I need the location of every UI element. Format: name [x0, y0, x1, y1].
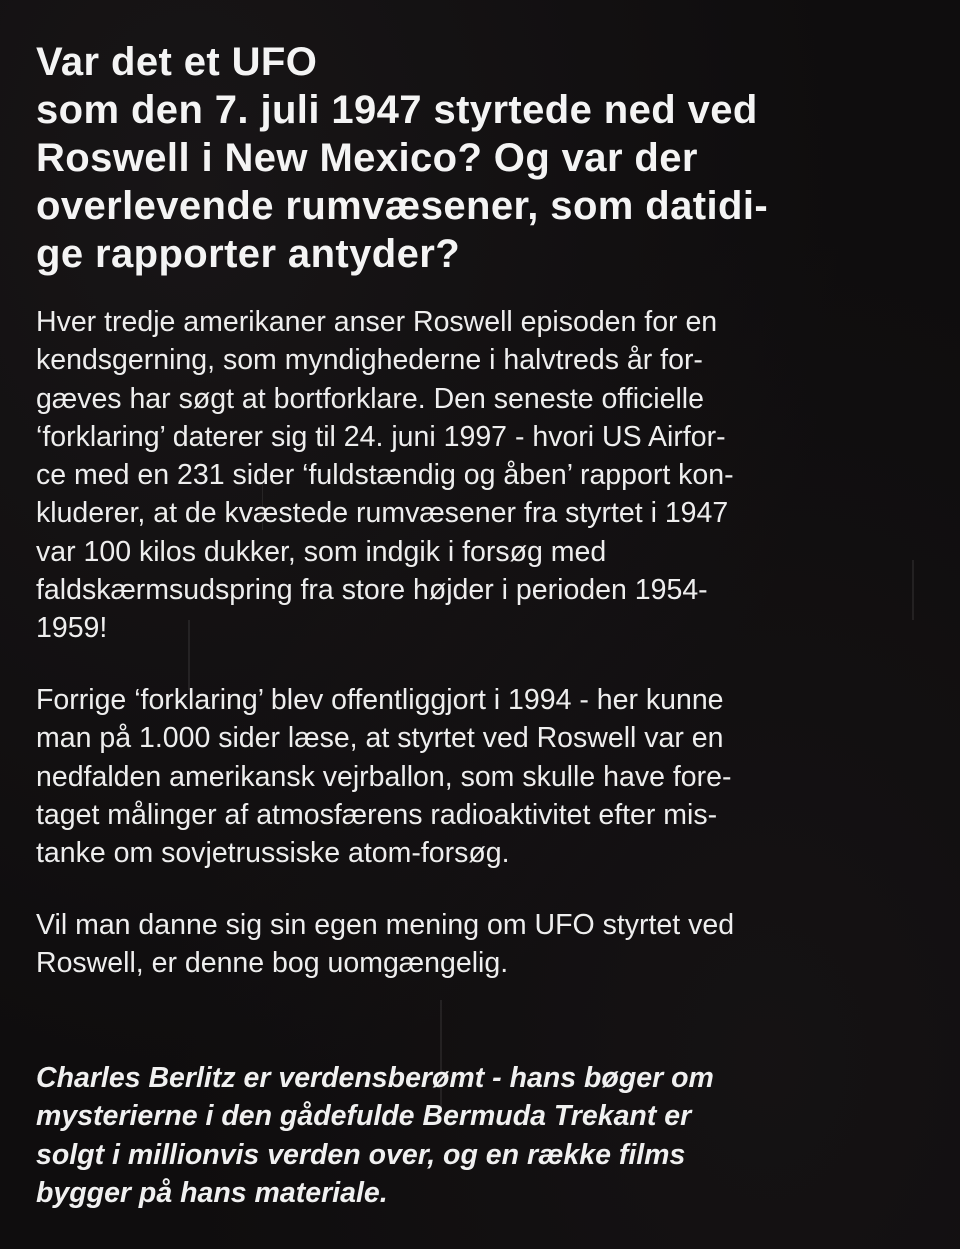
paragraph-line: tanke om sovjetrussiske atom-forsøg.: [36, 837, 510, 870]
paragraph-line: faldskærmsudspring fra store højder i perioden 1954-: [36, 574, 708, 607]
paragraph-line: nedfalden amerikansk vejrballon, som skulle have fore-: [36, 760, 732, 793]
paragraph-line: kluderer, at de kvæstede rumvæsener fra styrtet i 1947: [36, 497, 729, 530]
paragraph-recommendation: [36, 906, 926, 983]
headline-line: Roswell i New Mexico? Og var der: [36, 136, 698, 180]
paragraph-line: gæves har søgt at bortforklare. Den seneste officielle: [36, 382, 704, 415]
paragraph-line: taget målinger af atmosfærens radioaktivitet efter mis-: [36, 798, 718, 831]
paragraph-line: kendsgerning, som myndighederne i halvtreds år for-: [36, 344, 703, 377]
paragraph-line: man på 1.000 sider læse, at styrtet ved Roswell var en: [36, 722, 724, 755]
paragraph-line: var 100 kilos dukker, som indgik i forsøg med: [36, 535, 607, 568]
paragraph-line: Forrige ‘forklaring’ blev offentliggjort i 1994 - her kunne: [36, 684, 724, 716]
paragraph-line: Vil man danne sig sin egen mening om UFO styrtet ved: [36, 909, 735, 941]
paragraph-roswell-explanation: [36, 303, 926, 648]
headline-line: ge rapporter antyder?: [36, 232, 461, 276]
paragraph-line: Roswell, er denne bog uomgængelig.: [36, 947, 509, 980]
paragraph-line: Hver tredje amerikaner anser Roswell episoden for en: [36, 306, 718, 338]
paragraph-line: ‘forklaring’ daterer sig til 24. juni 1997 - hvori US Airfor-: [36, 420, 726, 453]
headline-line: Var det et UFO: [36, 40, 318, 84]
paragraph-previous-explanation: [36, 681, 926, 872]
author-note-line: mysterierne i den gådefulde Bermuda Trekant er: [36, 1100, 692, 1133]
paragraph-line: 1959!: [36, 612, 108, 645]
author-note-line: bygger på hans materiale.: [36, 1176, 388, 1209]
author-note-line: Charles Berlitz er verdensberømt - hans bøger om: [36, 1062, 714, 1094]
author-note: [36, 1059, 926, 1212]
headline: [36, 38, 916, 278]
paragraph-line: ce med en 231 sider ‘fuldstændig og åben’ rapport kon-: [36, 459, 734, 492]
headline-line: som den 7. juli 1947 styrtede ned ved: [36, 88, 758, 132]
headline-line: overlevende rumvæsener, som datidi-: [36, 184, 769, 228]
author-note-line: solgt i millionvis verden over, og en række films: [36, 1138, 686, 1171]
